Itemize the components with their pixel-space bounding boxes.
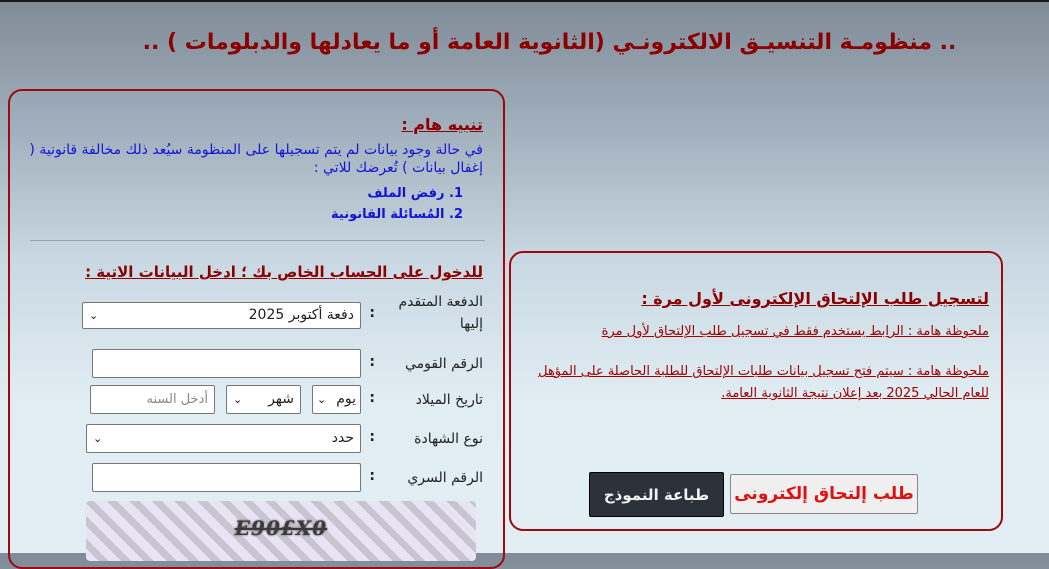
batch-row bbox=[23, 291, 483, 341]
colon: : bbox=[369, 305, 375, 321]
registration-panel bbox=[509, 251, 1003, 531]
warning-item: 1. رفض الملف bbox=[367, 186, 463, 201]
page-title: .. منظومـة التنسيـق الالكترونـي (الثانوية العامة أو ما يعادلها والدبلومات ) .. bbox=[142, 30, 957, 55]
colon: : bbox=[369, 354, 375, 370]
batch-select-value: دفعة أكتوبر 2025 bbox=[248, 307, 354, 323]
batch-label: الدفعة المتقدم إليها bbox=[398, 294, 483, 332]
birth-day-select[interactable] bbox=[312, 385, 361, 414]
print-form-button[interactable]: طباعة النموذج bbox=[589, 472, 724, 517]
national-id-row bbox=[23, 349, 483, 379]
colon: : bbox=[369, 429, 375, 445]
national-id-label: الرقم القومي bbox=[405, 356, 483, 372]
certificate-label: نوع الشهادة bbox=[414, 431, 483, 447]
chevron-down-icon: ⌄ bbox=[93, 432, 103, 445]
registration-note-2[interactable]: ملحوظة هامة : سيتم فتح تسجيل بيانات طلبات الإلتحاق للطلبة الحاصلة على المؤهل للعام الحالي 2025 بعد إعلان نتيجة الثانوية العامة. bbox=[538, 364, 989, 401]
birth-day-value: يوم bbox=[336, 391, 356, 407]
captcha-text: E90£X0 bbox=[234, 516, 328, 540]
warning-list bbox=[331, 183, 463, 225]
birth-date-label: تاريخ الميلاد bbox=[415, 392, 483, 408]
chevron-down-icon: ⌄ bbox=[317, 393, 327, 406]
birth-date-row bbox=[23, 385, 483, 415]
birth-month-select[interactable] bbox=[226, 385, 301, 414]
divider bbox=[30, 240, 485, 241]
certificate-select[interactable] bbox=[86, 424, 361, 453]
apply-online-button[interactable]: طلب إلتحاق إلكترونى bbox=[730, 474, 918, 514]
birth-month-value: شهر bbox=[268, 391, 294, 407]
batch-select[interactable] bbox=[82, 302, 361, 329]
colon: : bbox=[369, 468, 375, 484]
registration-title: لتسجيل طلب الإلتحاق الإلكترونى لأول مرة : bbox=[641, 289, 989, 308]
warning-title: تنبيه هام : bbox=[401, 115, 483, 134]
registration-note-1[interactable]: ملحوظة هامة : الرابط يستخدم فقط في تسجيل طلب الإلتحاق لأول مرة bbox=[601, 324, 989, 339]
login-panel bbox=[8, 89, 505, 569]
certificate-select-value: حدد bbox=[331, 430, 354, 446]
captcha-image bbox=[86, 501, 476, 561]
warning-text: في حالة وجود بيانات لم يتم تسجيلها على المنظومة سيُعد ذلك مخالفة قانونية ( إغفال بيانات ) تُعرضك للاتي : bbox=[29, 142, 483, 176]
login-title: للدخول على الحساب الخاص بك ؛ ادخل البيانات الاتية : bbox=[85, 263, 483, 281]
chevron-down-icon: ⌄ bbox=[233, 393, 243, 406]
chevron-down-icon: ⌄ bbox=[89, 309, 99, 322]
national-id-input[interactable] bbox=[92, 349, 361, 378]
password-input[interactable] bbox=[92, 463, 361, 492]
birth-year-input[interactable]: أدخل السنه bbox=[90, 385, 215, 414]
password-row bbox=[23, 463, 483, 493]
top-border bbox=[0, 0, 1049, 2]
certificate-row bbox=[23, 424, 483, 454]
password-label: الرقم السري bbox=[407, 470, 483, 486]
warning-item: 2. المُسائلة القانونية bbox=[331, 207, 463, 222]
colon: : bbox=[369, 390, 375, 406]
